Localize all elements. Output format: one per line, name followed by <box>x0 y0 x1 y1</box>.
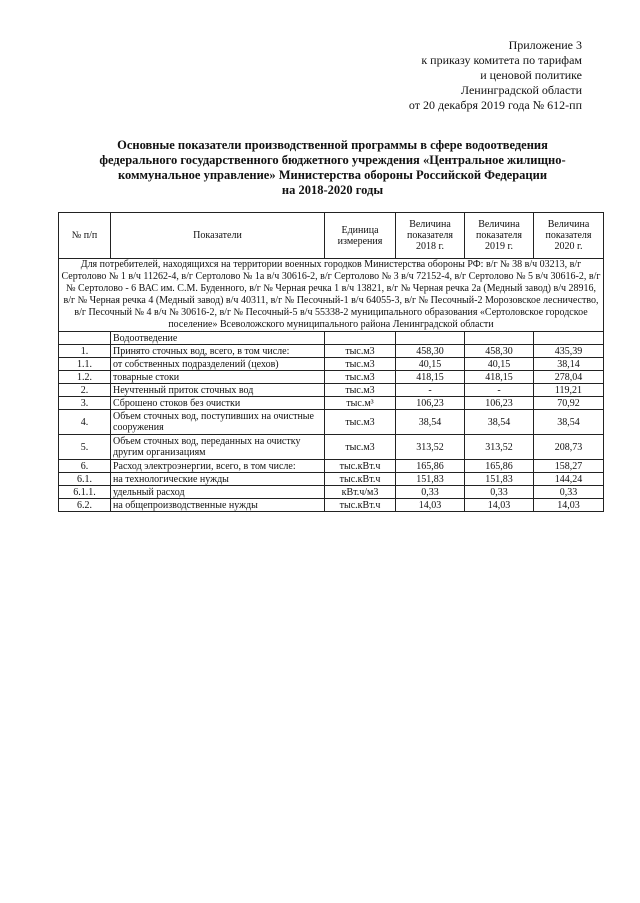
row-value-2020: 144,24 <box>534 473 604 486</box>
row-num: 6.1.1. <box>59 486 111 499</box>
row-unit: тыс.кВт.ч <box>325 473 396 486</box>
row-name: удельный расход <box>111 486 325 499</box>
row-unit: тыс.м3 <box>325 371 396 384</box>
section-empty-cell <box>396 332 465 345</box>
table-row <box>59 473 604 486</box>
appendix-header <box>409 38 582 113</box>
header-2018: Величина показателя 2018 г. <box>396 213 465 259</box>
row-value-2020: 435,39 <box>534 345 604 358</box>
row-name: Объем сточных вод, переданных на очистку другим организациям <box>111 435 325 460</box>
row-name: Неучтенный приток сточных вод <box>111 384 325 397</box>
section-empty-cell <box>534 332 604 345</box>
table-row <box>59 410 604 435</box>
row-value-2018: 418,15 <box>396 371 465 384</box>
table-row <box>59 486 604 499</box>
section-empty-cell <box>465 332 534 345</box>
row-num: 4. <box>59 410 111 435</box>
row-num: 6.1. <box>59 473 111 486</box>
row-value-2018: 0,33 <box>396 486 465 499</box>
row-value-2020: 14,03 <box>534 499 604 512</box>
title-line: Основные показатели производственной программы в сфере водоотведения <box>117 138 548 152</box>
row-value-2019: 418,15 <box>465 371 534 384</box>
header-indicator: Показатели <box>111 213 325 259</box>
header-unit: Единица измерения <box>325 213 396 259</box>
header-2020: Величина показателя 2020 г. <box>534 213 604 259</box>
row-unit: кВт.ч/м3 <box>325 486 396 499</box>
document-title <box>60 138 605 198</box>
row-value-2019: 0,33 <box>465 486 534 499</box>
row-value-2020: 208,73 <box>534 435 604 460</box>
appendix-line: от 20 декабря 2019 года № 612-пп <box>408 98 582 112</box>
table-row <box>59 371 604 384</box>
consumers-description: Для потребителей, находящихся на территории военных городков Министерства обороны РФ: в/г № 38 в/ч 03213, в/г Сертолово № 1 в/ч 11262-4, в/г Сертолово № 1а в/ч 30616-2, в/г Сертолово № 3 в/ч 72152-4, в/г Сертолово № 5 в/ч 30616-2, в/г № Сертолово - 6 ВАС им. С.М. Буденного, в/г № Черная речка 1 в/ч 13821, в/г № Черная речка 2а (Медный завод) в/ч 28916, в/г № Черная речка 4 (Медный завод) в/ч 40311, в/г № Песочный-1 в/ч 64055-3, в/г № Песочный-2 Морозовское лесничество, в/г Песочный № 4 в/ч № 30616-2, в/г № Песочный-5 в/ч 55338-2 муниципального образования «Сертоловское городское поселение» Всеволожского муниципального района Ленинградской области <box>59 259 604 332</box>
row-num: 1.1. <box>59 358 111 371</box>
table-row <box>59 384 604 397</box>
row-name: Принято сточных вод, всего, в том числе: <box>111 345 325 358</box>
row-value-2019: - <box>465 384 534 397</box>
row-unit: тыс.м3 <box>325 435 396 460</box>
row-name: Расход электроэнергии, всего, в том числе: <box>111 460 325 473</box>
row-value-2020: 158,27 <box>534 460 604 473</box>
row-value-2018: 106,23 <box>396 397 465 410</box>
row-num: 1.2. <box>59 371 111 384</box>
row-value-2020: 0,33 <box>534 486 604 499</box>
row-num: 6. <box>59 460 111 473</box>
row-name: на общепроизводственные нужды <box>111 499 325 512</box>
row-value-2019: 151,83 <box>465 473 534 486</box>
row-value-2019: 458,30 <box>465 345 534 358</box>
row-value-2018: 313,52 <box>396 435 465 460</box>
title-line: коммунальное управление» Министерства обороны Российской Федерации <box>117 168 548 182</box>
consumers-row <box>59 259 604 332</box>
row-value-2020: 38,14 <box>534 358 604 371</box>
table-row <box>59 358 604 371</box>
row-unit: тыс.м3 <box>325 410 396 435</box>
row-unit: тыс.кВт.ч <box>325 460 396 473</box>
row-unit: тыс.м3 <box>325 358 396 371</box>
appendix-line: к приказу комитета по тарифам <box>421 53 582 67</box>
row-value-2020: 38,54 <box>534 410 604 435</box>
row-value-2018: 458,30 <box>396 345 465 358</box>
row-num: 5. <box>59 435 111 460</box>
section-title: Водоотведение <box>111 332 325 345</box>
table-row <box>59 499 604 512</box>
section-num-cell <box>59 332 111 345</box>
table-row <box>59 435 604 460</box>
section-row <box>59 332 604 345</box>
header-2019: Величина показателя 2019 г. <box>465 213 534 259</box>
row-value-2019: 313,52 <box>465 435 534 460</box>
row-name: товарные стоки <box>111 371 325 384</box>
row-value-2019: 40,15 <box>465 358 534 371</box>
row-name: Объем сточных вод, поступивших на очистные сооружения <box>111 410 325 435</box>
appendix-line: и ценовой политике <box>480 68 582 82</box>
row-name: Сброшено стоков без очистки <box>111 397 325 410</box>
row-value-2018: 165,86 <box>396 460 465 473</box>
title-line: на 2018-2020 годы <box>281 183 384 197</box>
row-unit: тыс.м3 <box>325 345 396 358</box>
row-value-2020: 278,04 <box>534 371 604 384</box>
header-num: № п/п <box>59 213 111 259</box>
row-value-2018: 14,03 <box>396 499 465 512</box>
row-num: 3. <box>59 397 111 410</box>
row-value-2019: 106,23 <box>465 397 534 410</box>
row-unit: тыс.кВт.ч <box>325 499 396 512</box>
row-value-2020: 119,21 <box>534 384 604 397</box>
table-header-row <box>59 213 604 259</box>
appendix-line: Ленинградской области <box>460 83 582 97</box>
section-empty-cell <box>325 332 396 345</box>
row-value-2019: 14,03 <box>465 499 534 512</box>
row-value-2020: 70,92 <box>534 397 604 410</box>
row-name: от собственных подразделений (цехов) <box>111 358 325 371</box>
indicators-table <box>58 212 604 512</box>
table-row <box>59 460 604 473</box>
row-value-2019: 165,86 <box>465 460 534 473</box>
row-name: на технологические нужды <box>111 473 325 486</box>
row-unit: тыс.м³ <box>325 397 396 410</box>
row-value-2018: 151,83 <box>396 473 465 486</box>
appendix-line: Приложение 3 <box>508 38 582 52</box>
title-line: федерального государственного бюджетного учреждения «Центральное жилищно- <box>99 153 566 167</box>
row-unit: тыс.м3 <box>325 384 396 397</box>
row-num: 6.2. <box>59 499 111 512</box>
row-num: 2. <box>59 384 111 397</box>
table-row <box>59 397 604 410</box>
row-value-2019: 38,54 <box>465 410 534 435</box>
row-value-2018: 40,15 <box>396 358 465 371</box>
row-value-2018: - <box>396 384 465 397</box>
row-num: 1. <box>59 345 111 358</box>
table-row <box>59 345 604 358</box>
row-value-2018: 38,54 <box>396 410 465 435</box>
